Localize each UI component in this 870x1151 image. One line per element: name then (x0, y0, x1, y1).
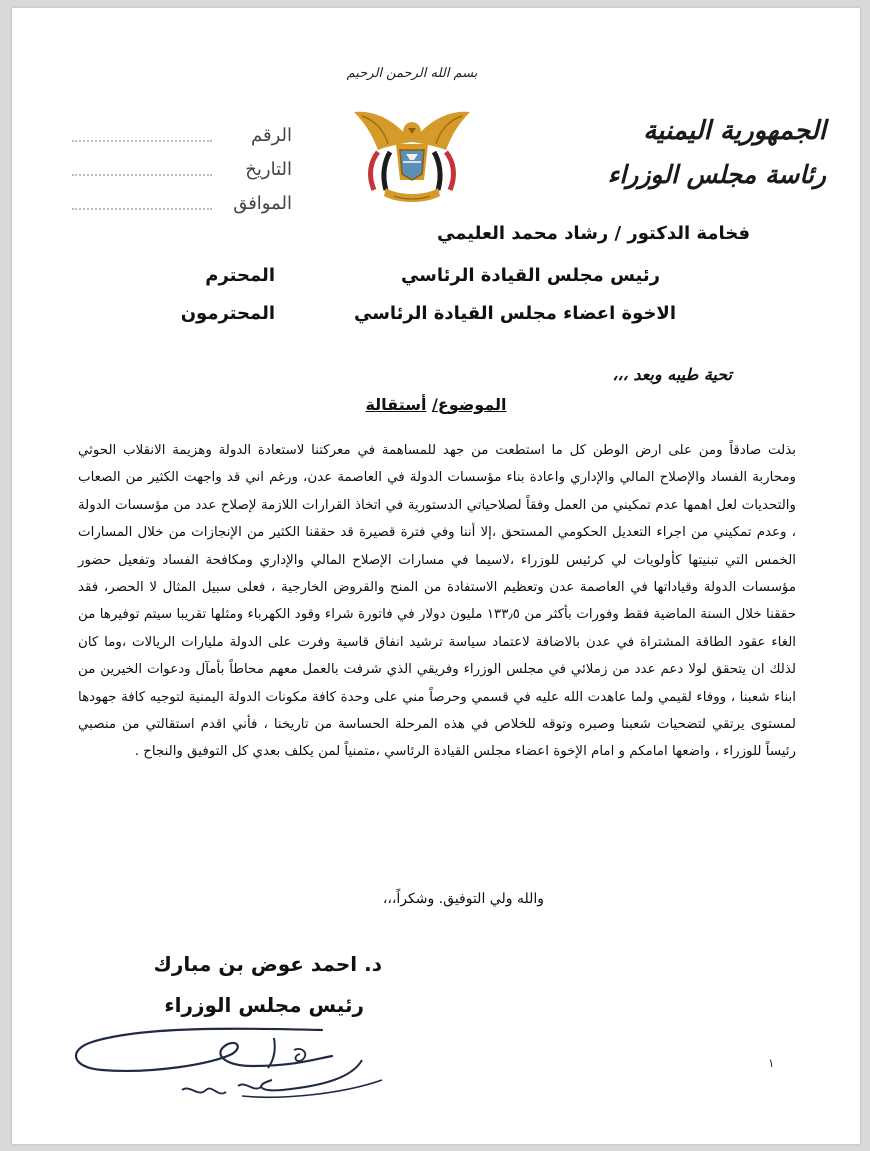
subject-label: الموضوع/ (432, 395, 507, 414)
subject-line (12, 395, 860, 414)
yemen-eagle-emblem-icon (348, 100, 476, 210)
honorific-plural: المحترمون (180, 303, 275, 324)
subject-value: أستقالة (365, 395, 427, 414)
signatory-name: د. احمد عوض بن مبارك (153, 952, 382, 976)
ref-line (72, 162, 212, 176)
ref-row-number (72, 118, 292, 152)
government-name: رئاسة مجلس الوزراء (607, 160, 826, 189)
ref-row-corresponding (72, 186, 292, 220)
basmala: بسم الله الرحمن الرحيم (346, 66, 478, 81)
ref-line (72, 128, 212, 142)
state-name: الجمهورية اليمنية (643, 116, 826, 146)
honorific: المحترم (205, 265, 275, 286)
ref-label: الرقم (250, 124, 292, 146)
addressee-title: رئيس مجلس القيادة الرئاسي (400, 265, 660, 286)
addressee-line: فخامة الدكتور / رشاد محمد العليمي (437, 223, 750, 244)
handwritten-signature (62, 1020, 402, 1110)
ref-row-date (72, 152, 292, 186)
page-number: ١ (768, 1056, 775, 1070)
ref-label: الموافق (233, 192, 292, 214)
letter-body: بذلت صادقاً ومن على ارض الوطن كل ما استطعت من جهد للمساهمة في معركتنا لاستعادة الدولة وهزيمة الانقلاب الحوثي ومحاربة الفساد والإصلاح المالي والإداري واعادة بناء مؤسسات الدولة في العاصمة عدن، ورغم اني قد واجهت الكثير من الصعاب والتحديات لعل اهمها عدم تمكيني من العمل وفقاً لصلاحياتي الدستورية في اتخاذ القرارات اللازمة لإصلاح عدد من مؤسسات الدولة ، وعدم تمكيني من اجراء التعديل الحكومي المستحق ،إلا أننا وفي فترة قصيرة قد حققنا الكثير من الإنجازات من خلال المسارات الخمس التي تبنيتها كأولويات لي كرئيس للوزراء ،لاسيما في مسارات الإصلاح المالي والإداري ومكافحة الفساد وتفعيل حضور مؤسسات الدولة وقياداتها في العاصمة عدن وتعظيم الاستفادة من المنح والقروض الخارجية ، فعلى سبيل المثال لا الحصر، فقد حققنا خلال السنة الماضية فقط وفورات بأكثر من ١٣٣٫٥ مليون دولار في فاتورة شراء وقود الكهرباء ومثلها تقريبا سيتم توفيرها من الغاء عقود الطاقة المشتراة في عدن بالاضافة لاعتماد سياسة ترشيد انفاق قاسية وفرت على الدولة مليارات الريالات ،وما كان لذلك ان يتحقق لولا دعم عدد من زملائي في مجلس الوزراء وفريقي الذي شرفت بالعمل معهم محاطاً بأمآل ودعوات الخيرين من ابناء شعبنا ، ووفاء لقيمي ولما عاهدت الله عليه في قسمي وحرصاً مني على وحدة كافة مكونات الدولة اليمنية لتوجيه كافة جهودها لمستوى يرتقي لتضحيات شعبنا وصبره وتوقه للخلاص في هذه المرحلة الحساسة من تاريخنا ، فأني اقدم استقالتي من منصبي رئيساً للوزراء ، واضعها امامكم و امام الإخوة اعضاء مجلس القيادة الرئاسي ،متمنياً لمن يكلف بعدي كل التوفيق والنجاح . (78, 443, 796, 760)
ref-line (72, 196, 212, 210)
reference-fields (72, 118, 292, 220)
signatory-title: رئيس مجلس الوزراء (164, 993, 364, 1017)
greeting: تحية طيبه وبعد ،،، (612, 365, 732, 384)
ref-label: التاريخ (245, 158, 292, 180)
closing-line: والله ولي التوفيق. وشكراً،،، (382, 891, 544, 907)
addressee-council: الاخوة اعضاء مجلس القيادة الرئاسي (353, 303, 676, 324)
letter-page (12, 8, 860, 1144)
